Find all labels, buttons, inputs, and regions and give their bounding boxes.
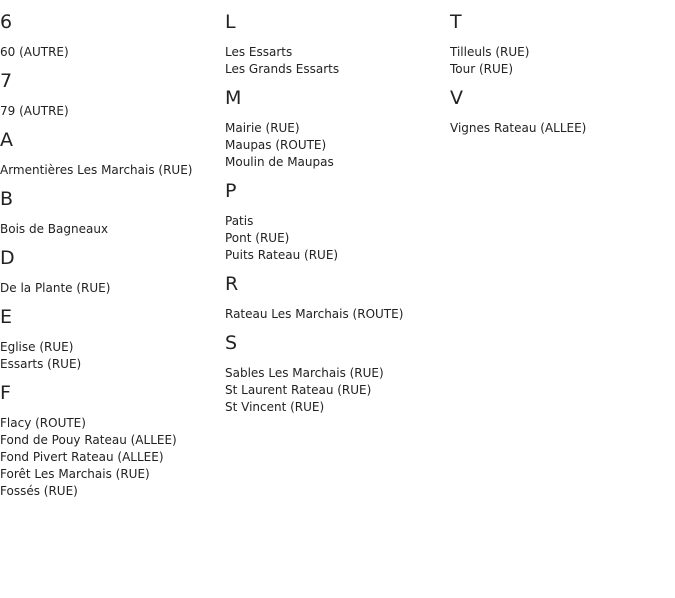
letter-heading: A <box>0 129 13 151</box>
list-item <box>0 339 222 356</box>
list-item <box>225 120 447 137</box>
street-list <box>0 339 222 373</box>
street-list <box>0 280 222 297</box>
street-link[interactable]: Sables Les Marchais (RUE) <box>225 366 384 380</box>
index-column-2 <box>225 8 447 422</box>
list-item <box>0 221 222 238</box>
street-link[interactable]: Vignes Rateau (ALLEE) <box>450 121 587 135</box>
letter-group <box>450 8 672 78</box>
street-list <box>225 213 447 264</box>
street-link[interactable]: Moulin de Maupas <box>225 155 334 169</box>
street-list <box>0 221 222 238</box>
list-item <box>225 213 447 230</box>
letter-group <box>0 67 222 120</box>
list-item <box>450 44 672 61</box>
list-item <box>0 432 222 449</box>
street-link[interactable]: Fossés (RUE) <box>0 484 78 498</box>
street-link[interactable]: Essarts (RUE) <box>0 357 82 371</box>
street-link[interactable]: Mairie (RUE) <box>225 121 300 135</box>
letter-group <box>225 329 447 416</box>
letter-heading: E <box>0 306 13 328</box>
street-link[interactable]: Tour (RUE) <box>450 62 514 76</box>
street-list <box>450 44 672 78</box>
street-link[interactable]: Flacy (ROUTE) <box>0 416 86 430</box>
list-item <box>225 44 447 61</box>
letter-heading: 7 <box>0 70 13 92</box>
street-list <box>0 162 222 179</box>
letter-heading: F <box>0 382 11 404</box>
list-item <box>0 466 222 483</box>
list-item <box>0 483 222 500</box>
letter-heading: L <box>225 11 236 33</box>
letter-group <box>225 84 447 171</box>
list-item <box>0 103 222 120</box>
street-link[interactable]: Les Grands Essarts <box>225 62 340 76</box>
street-list <box>225 365 447 416</box>
street-link[interactable]: Bois de Bagneaux <box>0 222 109 236</box>
street-list <box>0 415 222 500</box>
street-link[interactable]: De la Plante (RUE) <box>0 281 111 295</box>
letter-group <box>450 84 672 137</box>
letter-group <box>225 177 447 264</box>
street-link[interactable]: Pont (RUE) <box>225 231 290 245</box>
list-item <box>0 44 222 61</box>
street-link[interactable]: Fond Pivert Rateau (ALLEE) <box>0 450 164 464</box>
street-link[interactable]: Patis <box>225 214 254 228</box>
letter-heading: S <box>225 332 238 354</box>
street-link[interactable]: Les Essarts <box>225 45 293 59</box>
letter-heading: 6 <box>0 11 13 33</box>
street-list <box>225 44 447 78</box>
street-list <box>0 44 222 61</box>
street-link[interactable]: Puits Rateau (RUE) <box>225 248 339 262</box>
list-item <box>0 356 222 373</box>
street-link[interactable]: Eglise (RUE) <box>0 340 74 354</box>
letter-group <box>225 8 447 78</box>
list-item <box>225 247 447 264</box>
list-item <box>225 154 447 171</box>
letter-heading: M <box>225 87 242 109</box>
street-link[interactable]: Forêt Les Marchais (RUE) <box>0 467 150 481</box>
street-link[interactable]: St Laurent Rateau (RUE) <box>225 383 372 397</box>
list-item <box>225 365 447 382</box>
list-item <box>225 306 447 323</box>
letter-group <box>0 185 222 238</box>
list-item <box>0 415 222 432</box>
list-item <box>225 137 447 154</box>
letter-group <box>0 8 222 61</box>
letter-heading: B <box>0 188 14 210</box>
letter-group <box>0 303 222 373</box>
list-item <box>225 230 447 247</box>
list-item <box>0 280 222 297</box>
letter-group <box>0 244 222 297</box>
letter-heading: R <box>225 273 239 295</box>
letter-heading: V <box>450 87 463 109</box>
street-link[interactable]: 60 (AUTRE) <box>0 45 69 59</box>
letter-group <box>0 379 222 500</box>
street-list <box>225 306 447 323</box>
letter-heading: D <box>0 247 15 269</box>
street-link[interactable]: St Vincent (RUE) <box>225 400 325 414</box>
street-list <box>225 120 447 171</box>
letter-heading: T <box>450 11 462 33</box>
list-item <box>225 399 447 416</box>
list-item <box>450 61 672 78</box>
street-link[interactable]: Armentières Les Marchais (RUE) <box>0 163 193 177</box>
letter-group <box>225 270 447 323</box>
index-column-1 <box>0 8 222 506</box>
index-column-3 <box>450 8 672 143</box>
list-item <box>450 120 672 137</box>
list-item <box>225 61 447 78</box>
street-link[interactable]: Maupas (ROUTE) <box>225 138 327 152</box>
street-list <box>0 103 222 120</box>
street-link[interactable]: Rateau Les Marchais (ROUTE) <box>225 307 404 321</box>
street-link[interactable]: 79 (AUTRE) <box>0 104 69 118</box>
list-item <box>0 449 222 466</box>
street-link[interactable]: Tilleuls (RUE) <box>450 45 530 59</box>
list-item <box>225 382 447 399</box>
letter-group <box>0 126 222 179</box>
street-list <box>450 120 672 137</box>
letter-heading: P <box>225 180 237 202</box>
street-link[interactable]: Fond de Pouy Rateau (ALLEE) <box>0 433 177 447</box>
list-item <box>0 162 222 179</box>
